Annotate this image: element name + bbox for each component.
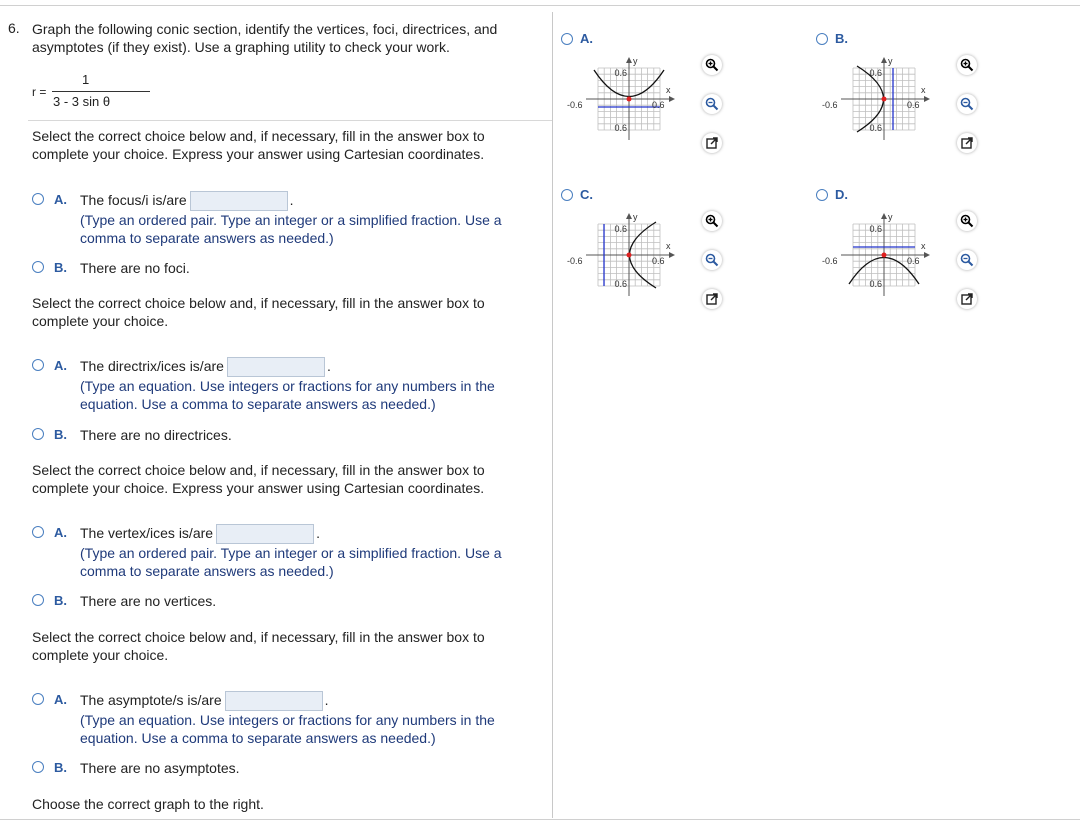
focus-option-b-radio[interactable]: [32, 261, 44, 273]
zoom-out-icon[interactable]: [957, 250, 977, 270]
x-axis-arrow: [924, 252, 930, 258]
vertex-option-b-radio[interactable]: [32, 594, 44, 606]
y-axis-arrow: [626, 213, 632, 219]
y-axis-arrow: [881, 57, 887, 63]
tick-label-bottom: 0.6: [614, 279, 627, 289]
focus-option-a-hint: (Type an ordered pair. Type an integer or a simplified fraction. Use a comma to separate answers as needed.): [80, 212, 502, 246]
zoom-out-icon[interactable]: [702, 94, 722, 114]
tick-label-top: 0.6: [614, 68, 627, 78]
zoom-in-icon[interactable]: [957, 55, 977, 75]
asymptote-option-a-radio[interactable]: [32, 693, 44, 705]
focus-point: [882, 97, 887, 102]
asymptote-option-a-hint: (Type an equation. Use integers or fractions for any numbers in the equation. Use a comma to separate answers as needed.): [80, 712, 495, 746]
asymptote-option-b-letter: B.: [54, 760, 67, 775]
asymptote-option-a-letter: A.: [54, 692, 67, 707]
focus-option-a-radio[interactable]: [32, 193, 44, 205]
directrix-option-b-letter: B.: [54, 427, 67, 442]
directrix-answer-box[interactable]: [227, 357, 325, 377]
graph-option-letter: B.: [835, 31, 848, 46]
directrix-option-b-radio[interactable]: [32, 428, 44, 440]
y-axis-arrow: [626, 57, 632, 63]
vertex-option-b-letter: B.: [54, 593, 67, 608]
equation-numerator: 1: [82, 72, 90, 87]
directrix-option-a[interactable]: [32, 357, 532, 417]
directrix-option-a-text: The directrix/ices is/are .: [80, 357, 540, 377]
asymptote-answer-box[interactable]: [225, 691, 323, 711]
graph-option-radio[interactable]: [561, 33, 573, 45]
focus-option-a-letter: A.: [54, 192, 67, 207]
graph-option-radio[interactable]: [561, 189, 573, 201]
graph-option-a[interactable]: [561, 31, 791, 166]
vertex-option-b[interactable]: [32, 592, 532, 610]
tick-label-left: -0.6: [822, 100, 838, 110]
directrix-option-b[interactable]: [32, 426, 532, 444]
graph-option-b[interactable]: [816, 31, 1046, 166]
tick-label-top: 0.6: [869, 224, 882, 234]
x-axis-arrow: [669, 96, 675, 102]
vertex-option-b-text: There are no vertices.: [80, 593, 217, 609]
expand-graph-icon[interactable]: [702, 133, 722, 153]
zoom-in-icon[interactable]: [957, 211, 977, 231]
asymptote-option-b-text: There are no asymptotes.: [80, 760, 240, 776]
focus-instruction: Select the correct choice below and, if necessary, fill in the answer box to complete your choice. Express your answer using Cartesian coordinates.: [32, 128, 485, 162]
expand-graph-icon[interactable]: [702, 289, 722, 309]
asymptote-option-a-text: The asymptote/s is/are .: [80, 691, 540, 711]
focus-option-a[interactable]: [32, 191, 532, 251]
y-axis-label: y: [633, 212, 638, 222]
focus-option-a-text: The focus/i is/are .: [80, 191, 540, 211]
directrix-option-b-text: There are no directrices.: [80, 427, 232, 443]
asymptote-option-a-label: The asymptote/s is/are: [80, 692, 222, 708]
zoom-out-icon[interactable]: [957, 94, 977, 114]
tick-label-bottom: 0.6: [869, 279, 882, 289]
tick-label-top: 0.6: [614, 224, 627, 234]
focus-option-a-label: The focus/i is/are: [80, 192, 187, 208]
focus-point: [882, 253, 887, 258]
focus-option-b-text: There are no foci.: [80, 260, 190, 276]
focus-option-b[interactable]: [32, 259, 532, 277]
tick-label-left: -0.6: [822, 256, 838, 266]
zoom-out-icon[interactable]: [702, 250, 722, 270]
directrix-option-a-letter: A.: [54, 358, 67, 373]
x-axis-label: x: [666, 85, 671, 95]
vertex-option-a-radio[interactable]: [32, 526, 44, 538]
graph-option-d[interactable]: [816, 187, 1046, 322]
vertex-option-a[interactable]: [32, 524, 532, 584]
focus-answer-box[interactable]: [190, 191, 288, 211]
asymptote-instruction: Select the correct choice below and, if necessary, fill in the answer box to complete your choice.: [32, 629, 485, 663]
vertex-option-a-hint: (Type an ordered pair. Type an integer or a simplified fraction. Use a comma to separate answers as needed.): [80, 545, 502, 579]
final-instruction: Choose the correct graph to the right.: [32, 796, 264, 812]
equation-lhs: r =: [32, 85, 47, 99]
separator: [28, 120, 552, 121]
asymptote-option-b-radio[interactable]: [32, 761, 44, 773]
asymptote-option-a[interactable]: [32, 691, 532, 751]
graph-choices-panel: [553, 0, 1080, 821]
conic-graph-thumbnail[interactable]: [566, 56, 678, 152]
conic-graph-thumbnail[interactable]: [821, 212, 933, 308]
tick-label-right: 0.6: [907, 100, 920, 110]
y-axis-label: y: [888, 212, 893, 222]
graph-option-letter: D.: [835, 187, 848, 202]
vertex-option-a-text: The vertex/ices is/are .: [80, 524, 540, 544]
tick-label-left: -0.6: [567, 256, 583, 266]
tick-label-left: -0.6: [567, 100, 583, 110]
question-number: 6.: [8, 20, 20, 36]
y-axis-label: y: [633, 56, 638, 66]
expand-graph-icon[interactable]: [957, 289, 977, 309]
bottom-border: [0, 819, 1080, 820]
conic-graph-thumbnail[interactable]: [566, 212, 678, 308]
tick-label-bottom: 0.6: [869, 123, 882, 133]
graph-option-radio[interactable]: [816, 33, 828, 45]
directrix-option-a-label: The directrix/ices is/are: [80, 358, 224, 374]
vertex-instruction: Select the correct choice below and, if necessary, fill in the answer box to complete your choice. Express your answer using Cartesian coordinates.: [32, 462, 485, 496]
tick-label-bottom: 0.6: [614, 123, 627, 133]
graph-option-radio[interactable]: [816, 189, 828, 201]
x-axis-label: x: [666, 241, 671, 251]
focus-point: [627, 253, 632, 258]
graph-option-letter: C.: [580, 187, 593, 202]
vertex-option-a-letter: A.: [54, 525, 67, 540]
zoom-in-icon[interactable]: [702, 55, 722, 75]
graph-option-c[interactable]: [561, 187, 791, 322]
x-axis-label: x: [921, 85, 926, 95]
fraction-bar: [52, 91, 150, 92]
directrix-instruction: Select the correct choice below and, if necessary, fill in the answer box to complete your choice.: [32, 295, 485, 329]
tick-label-top: 0.6: [869, 68, 882, 78]
conic-graph-thumbnail[interactable]: [821, 56, 933, 152]
polar-equation: [32, 70, 152, 110]
zoom-in-icon[interactable]: [702, 211, 722, 231]
graph-option-letter: A.: [580, 31, 593, 46]
y-axis-label: y: [888, 56, 893, 66]
equation-denominator: 3 - 3 sin θ: [53, 94, 111, 109]
directrix-option-a-radio[interactable]: [32, 359, 44, 371]
expand-graph-icon[interactable]: [957, 133, 977, 153]
x-axis-arrow: [669, 252, 675, 258]
asymptote-option-b[interactable]: [32, 759, 532, 777]
vertex-answer-box[interactable]: [216, 524, 314, 544]
focus-option-b-letter: B.: [54, 260, 67, 275]
x-axis-arrow: [924, 96, 930, 102]
question-text: Graph the following conic section, identify the vertices, foci, directrices, and asymptotes (if they exist). Use a graphing utility to check your work.: [32, 21, 498, 55]
tick-label-right: 0.6: [907, 256, 920, 266]
x-axis-label: x: [921, 241, 926, 251]
vertex-option-a-label: The vertex/ices is/are: [80, 525, 214, 541]
tick-label-right: 0.6: [652, 100, 665, 110]
y-axis-arrow: [881, 213, 887, 219]
focus-point: [627, 97, 632, 102]
directrix-option-a-hint: (Type an equation. Use integers or fractions for any numbers in the equation. Use a comma to separate answers as needed.): [80, 378, 495, 412]
tick-label-right: 0.6: [652, 256, 665, 266]
